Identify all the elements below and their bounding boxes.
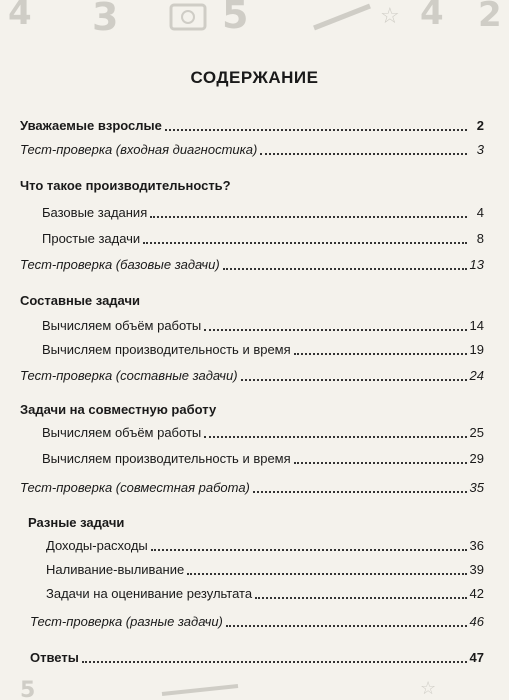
toc-leader xyxy=(82,661,467,663)
toc-entry[interactable] xyxy=(30,610,484,630)
toc-label: Тест-проверка (составные задачи) xyxy=(20,368,238,383)
toc-entry[interactable] xyxy=(46,582,484,602)
top-doodle-band xyxy=(0,0,509,40)
toc-page-number: 46 xyxy=(469,614,484,629)
toc-entry[interactable] xyxy=(42,227,484,247)
toc-page-number: 29 xyxy=(469,451,484,466)
page-title: СОДЕРЖАНИЕ xyxy=(190,68,319,87)
toc-section-heading: Задачи на совместную работу xyxy=(20,402,217,417)
toc-page-number: 8 xyxy=(476,231,484,246)
number-5-icon: 5 xyxy=(222,0,249,37)
toc-leader xyxy=(150,216,467,218)
toc-leader xyxy=(187,573,466,575)
toc-label: Вычисляем объём работы xyxy=(42,425,202,440)
toc-leader xyxy=(226,625,467,627)
toc-entry[interactable] xyxy=(42,447,484,467)
ruler-icon xyxy=(312,2,372,32)
toc-entry[interactable] xyxy=(42,421,484,441)
toc-entry[interactable] xyxy=(20,476,484,496)
toc-label: Доходы-расходы xyxy=(46,538,148,553)
toc-entry[interactable] xyxy=(42,314,484,334)
toc-label: Тест-проверка (входная диагностика) xyxy=(20,142,258,157)
toc-label: Задачи на оценивание результата xyxy=(46,586,253,601)
toc-leader xyxy=(253,491,467,493)
number-2-icon: 2 xyxy=(478,0,502,35)
toc-page-number: 24 xyxy=(469,368,484,383)
toc-page-number: 3 xyxy=(476,142,484,157)
toc-section-heading: Что такое производительность? xyxy=(20,178,231,193)
toc-leader xyxy=(241,379,467,381)
toc-page-number: 36 xyxy=(469,538,484,553)
bottom-doodle-band xyxy=(0,678,509,700)
toc-leader xyxy=(204,329,466,331)
toc-page-number: 19 xyxy=(469,342,484,357)
toc-page-number: 2 xyxy=(476,118,484,133)
number-5-icon: 5 xyxy=(20,678,36,700)
toc-label: Наливание-выливание xyxy=(46,562,185,577)
star-icon: ☆ xyxy=(380,4,400,29)
toc-page-number: 35 xyxy=(469,480,484,495)
number-3-icon: 3 xyxy=(92,0,119,39)
toc-label: Простые задачи xyxy=(42,231,141,246)
toc-page-number: 14 xyxy=(469,318,484,333)
number-4-icon: 4 xyxy=(420,0,444,33)
toc-page-number: 25 xyxy=(469,425,484,440)
toc-entry[interactable] xyxy=(30,646,484,666)
toc-page-number: 4 xyxy=(476,205,484,220)
toc-leader xyxy=(165,129,467,131)
toc-leader xyxy=(223,268,467,270)
toc-leader xyxy=(294,353,467,355)
toc-leader xyxy=(294,462,467,464)
toc-leader xyxy=(260,153,467,155)
toc-entry[interactable] xyxy=(20,253,484,273)
toc-label: Ответы xyxy=(30,650,79,665)
toc-entry[interactable] xyxy=(46,534,484,554)
toc-section-heading: Разные задачи xyxy=(28,515,125,530)
toc-page-number: 39 xyxy=(469,562,484,577)
toc-leader xyxy=(204,436,466,438)
toc-entry[interactable] xyxy=(20,364,484,384)
number-4-icon: 4 xyxy=(8,0,32,33)
toc-label: Вычисляем производительность и время xyxy=(42,451,291,466)
toc-label: Уважаемые взрослые xyxy=(20,118,162,133)
toc-label: Вычисляем объём работы xyxy=(42,318,202,333)
toc-label: Тест-проверка (разные задачи) xyxy=(30,614,223,629)
toc-leader xyxy=(255,597,466,599)
toc-page-number: 13 xyxy=(469,257,484,272)
toc-label: Вычисляем производительность и время xyxy=(42,342,291,357)
pencil-icon xyxy=(160,682,240,698)
toc-entry[interactable] xyxy=(46,558,484,578)
toc-label: Базовые задания xyxy=(42,205,148,220)
toc-entry[interactable] xyxy=(20,138,484,158)
toc-label: Тест-проверка (совместная работа) xyxy=(20,480,250,495)
calculator-icon xyxy=(168,2,208,32)
toc-section-heading: Составные задачи xyxy=(20,293,140,308)
star-icon: ☆ xyxy=(420,678,437,699)
toc-page-number: 47 xyxy=(469,650,484,665)
toc-entry[interactable] xyxy=(42,201,484,221)
toc-leader xyxy=(151,549,467,551)
toc-label: Тест-проверка (базовые задачи) xyxy=(20,257,220,272)
toc-entry[interactable] xyxy=(42,338,484,358)
toc-entry[interactable] xyxy=(20,114,484,134)
toc-leader xyxy=(143,242,467,244)
toc-page-number: 42 xyxy=(469,586,484,601)
